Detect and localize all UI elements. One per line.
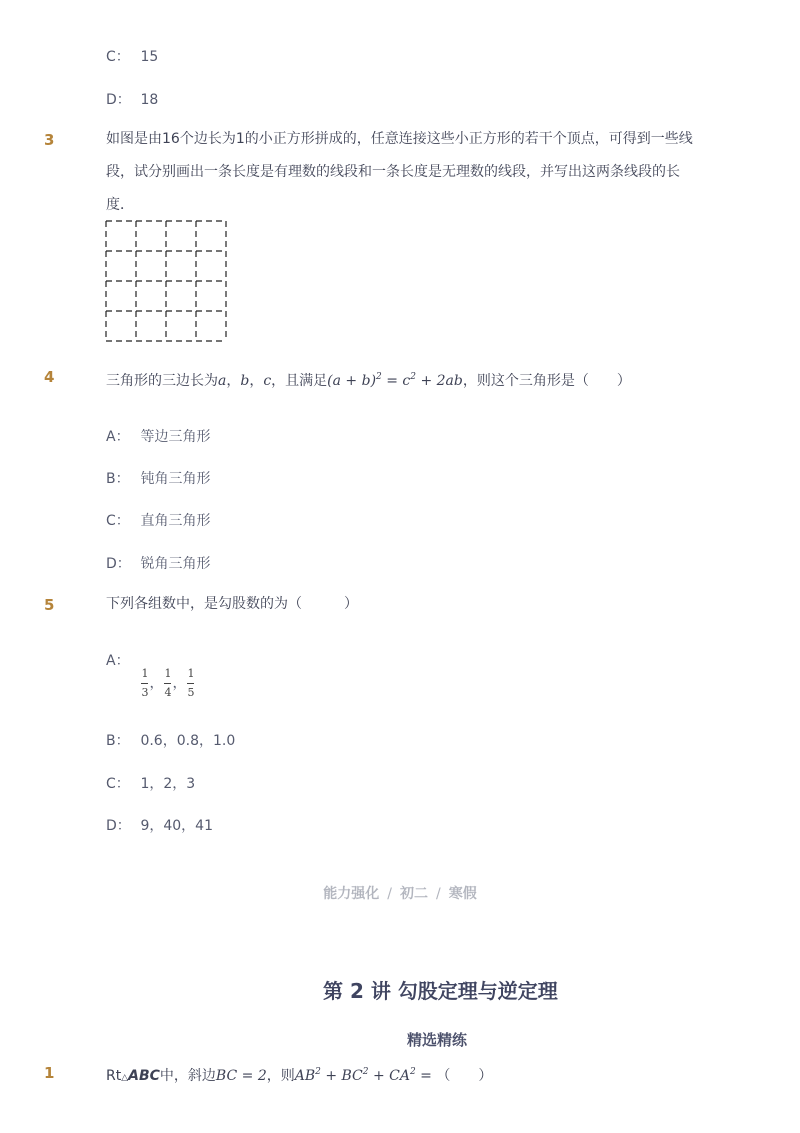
- footer-separator: /: [387, 886, 392, 902]
- square-grid-figure: [104, 219, 228, 343]
- footer-term: 寒假: [448, 886, 477, 902]
- option-text: 锐角三角形: [140, 556, 211, 572]
- math-var: c: [263, 373, 272, 389]
- question-text: ，且满足: [271, 373, 328, 389]
- denominator: 4: [164, 686, 172, 699]
- question-4-text: [106, 365, 631, 398]
- question-1-text: [106, 1060, 492, 1095]
- option-label: C：: [106, 49, 130, 65]
- fraction: [187, 666, 194, 701]
- equation: [327, 373, 463, 389]
- exponent: 2: [315, 1067, 321, 1077]
- option-a: [106, 426, 210, 446]
- option-label: B：: [106, 471, 130, 487]
- question-number-4: 4: [44, 368, 55, 386]
- formula-part: = c: [381, 373, 411, 389]
- footer-grade: 初二: [400, 886, 428, 902]
- math-var: b: [240, 373, 250, 389]
- option-label: A：: [106, 653, 130, 669]
- option-c: [106, 773, 195, 793]
- punct: ，: [249, 373, 264, 389]
- punct: ，: [226, 373, 241, 389]
- option-d: [106, 815, 213, 835]
- option-label: D：: [106, 92, 131, 108]
- exponent: 2: [409, 1067, 416, 1077]
- equation: [295, 1068, 437, 1084]
- question-3-line-1: 如图是由16个边长为1的小正方形拼成的，任意连接这些小正方形的若干个顶点，可得到一些线: [106, 131, 693, 147]
- option-c: [106, 510, 210, 530]
- formula-part: AB: [294, 1068, 316, 1084]
- option-d: [106, 553, 210, 573]
- question-text: ，则这个三角形是（ ）: [462, 373, 631, 389]
- option-text: 等边三角形: [140, 429, 211, 445]
- question-3-line-3: 度．: [106, 197, 134, 213]
- exponent: 2: [376, 372, 382, 382]
- denominator: 3: [141, 686, 149, 699]
- formula-part: (a + b): [327, 373, 377, 389]
- question-number-3: 3: [44, 131, 55, 149]
- formula-part: + BC: [320, 1068, 363, 1084]
- page-footer: [0, 883, 800, 903]
- exponent: 2: [410, 372, 416, 382]
- question-number-1: 1: [44, 1064, 55, 1082]
- question-text: ，则: [266, 1068, 295, 1084]
- footer-subject: 能力强化: [323, 886, 380, 902]
- option-label: C：: [106, 776, 130, 792]
- option-label: B：: [106, 733, 130, 749]
- option-d: [106, 89, 158, 109]
- section-title: 精选精练: [407, 1031, 468, 1049]
- punct: ，: [149, 675, 164, 692]
- option-label: D：: [106, 818, 131, 834]
- option-text: 15: [140, 49, 159, 65]
- formula-part: =: [415, 1068, 437, 1084]
- exponent: 2: [362, 1067, 369, 1077]
- formula-part: + CA: [368, 1068, 410, 1084]
- fraction: [164, 666, 171, 701]
- option-text: 钝角三角形: [140, 471, 211, 487]
- numerator: 1: [187, 667, 195, 680]
- punct: ，: [172, 675, 187, 692]
- triangle-symbol: △: [121, 1073, 129, 1083]
- footer-separator: /: [436, 886, 441, 902]
- question-3-line-2: 段，试分别画出一条长度是有理数的线段和一条长度是无理数的线段，并写出这两条线段的长: [106, 164, 680, 180]
- fraction: [141, 666, 148, 701]
- math-var: a: [218, 373, 227, 389]
- question-text: 中，斜边: [159, 1068, 216, 1084]
- option-label: D：: [106, 556, 131, 572]
- option-label: C：: [106, 513, 130, 529]
- option-text: 1，2，3: [140, 776, 196, 792]
- fraction-list: [140, 666, 195, 701]
- option-c: [106, 46, 158, 66]
- question-5-text: 下列各组数中，是勾股数的为（ ）: [106, 596, 358, 612]
- equation: BC = 2: [215, 1068, 267, 1084]
- option-label: A：: [106, 429, 130, 445]
- numerator: 1: [141, 667, 149, 680]
- triangle-name: ABC: [128, 1068, 160, 1084]
- question-3-text: [106, 123, 726, 222]
- question-text: 三角形的三边长为: [106, 373, 218, 389]
- option-text: 0.6，0.8，1.0: [140, 733, 236, 749]
- option-b: [106, 468, 210, 488]
- lecture-title: 第 2 讲 勾股定理与逆定理: [323, 979, 558, 1003]
- option-text: 直角三角形: [140, 513, 211, 529]
- option-text: 9，40，41: [140, 818, 213, 834]
- question-text: Rt: [106, 1068, 122, 1084]
- denominator: 5: [187, 686, 195, 699]
- formula-part: + 2ab: [416, 373, 463, 389]
- option-a: [106, 648, 195, 701]
- question-text: （ ）: [436, 1068, 493, 1084]
- option-b: [106, 730, 235, 750]
- question-number-5: 5: [44, 596, 55, 614]
- option-text: 18: [140, 92, 159, 108]
- numerator: 1: [164, 667, 172, 680]
